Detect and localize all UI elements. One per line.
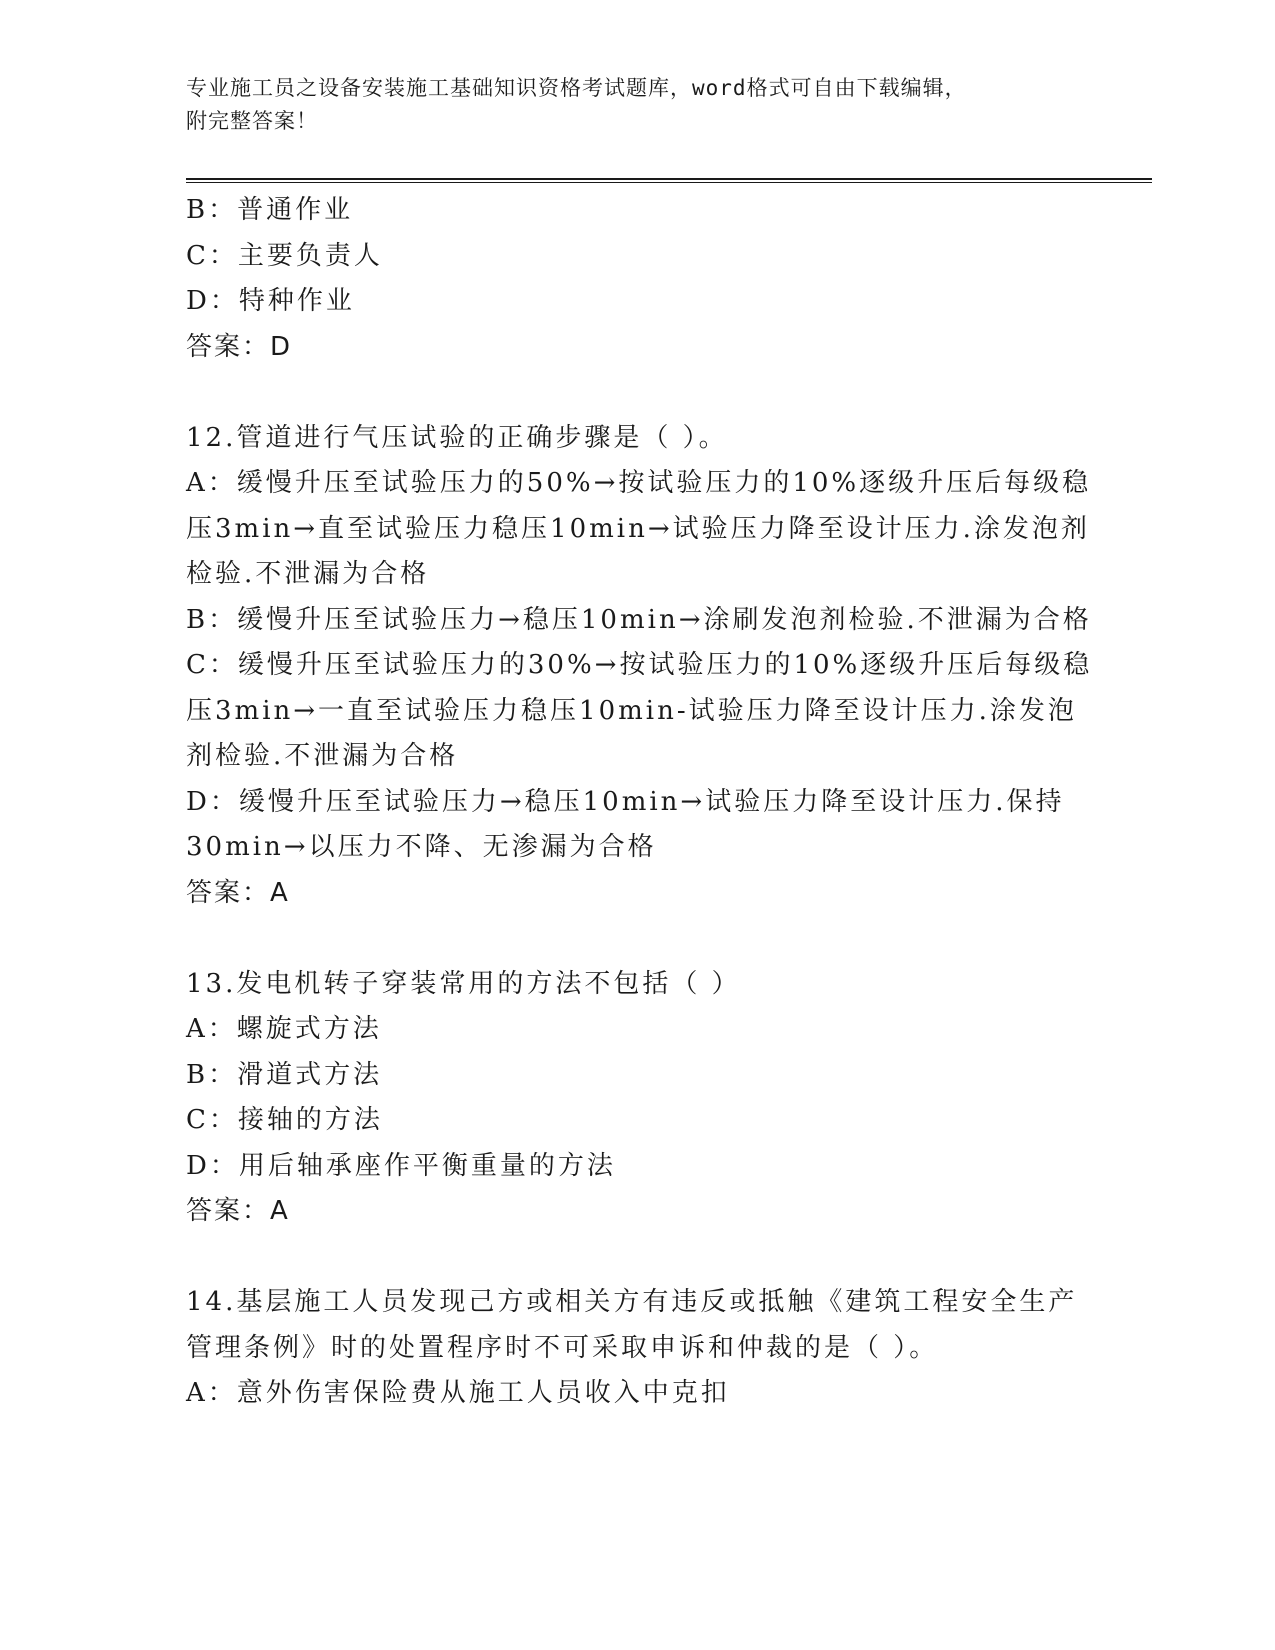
option-b: B：缓慢升压至试验压力→稳压10min→涂刷发泡剂检验.不泄漏为合格 bbox=[186, 604, 1092, 635]
answer: 答案：A bbox=[186, 877, 290, 908]
header-divider-thin bbox=[186, 182, 1152, 183]
question-stem-line: 管理条例》时的处置程序时不可采取申诉和仲裁的是（ ）。 bbox=[186, 1332, 939, 1363]
question-stem: 12.管道进行气压试验的正确步骤是（ ）。 bbox=[186, 422, 728, 453]
option-b: B：普通作业 bbox=[186, 195, 354, 225]
option-c-line: C：缓慢升压至试验压力的30%→按试验压力的10%逐级升压后每级稳 bbox=[186, 650, 1093, 680]
option-a-line: A：缓慢升压至试验压力的50%→按试验压力的10%逐级升压后每级稳 bbox=[186, 468, 1092, 498]
option-d bbox=[186, 780, 1086, 871]
option-c bbox=[186, 643, 1093, 780]
question-12 bbox=[186, 416, 1093, 917]
option-d: D：特种作业 bbox=[186, 286, 355, 316]
option-a: A：意外伤害保险费从施工人员收入中克扣 bbox=[186, 1378, 730, 1408]
option-c: C：主要负责人 bbox=[186, 240, 383, 271]
option-d-line: D：缓慢升压至试验压力→稳压10min→试验压力降至设计压力.保持 bbox=[186, 786, 1065, 817]
option-c-line: 剂检验.不泄漏为合格 bbox=[186, 741, 459, 771]
question-13 bbox=[186, 962, 1086, 1235]
option-d-line: 30min→以压力不降、无渗漏为合格 bbox=[186, 832, 657, 862]
option-b: B：滑道式方法 bbox=[186, 1059, 383, 1090]
spacer bbox=[186, 1235, 1086, 1281]
question-stem-line: 14.基层施工人员发现己方或相关方有违反或抵触《建筑工程安全生产 bbox=[186, 1287, 1078, 1317]
option-a bbox=[186, 461, 1092, 598]
question-stem: 13.发电机转子穿装常用的方法不包括（ ） bbox=[186, 968, 741, 999]
header-line-2: 附完整答案！ bbox=[186, 109, 318, 133]
option-a-line: 压3min→直至试验压力稳压10min→试验压力降至设计压力.涂发泡剂 bbox=[186, 513, 1090, 544]
spacer bbox=[186, 370, 1086, 416]
answer: 答案：A bbox=[186, 1196, 290, 1226]
option-c: C：接轴的方法 bbox=[186, 1105, 383, 1135]
question-14 bbox=[186, 1280, 1086, 1417]
question-11 bbox=[186, 188, 1086, 370]
question-list bbox=[186, 188, 1093, 1417]
option-d: D：用后轴承座作平衡重量的方法 bbox=[186, 1150, 616, 1181]
answer: 答案：D bbox=[186, 331, 293, 362]
spacer bbox=[186, 916, 1086, 962]
option-c-line: 压3min→一直至试验压力稳压10min-试验压力降至设计压力.涂发泡 bbox=[186, 695, 1077, 726]
option-a-line: 检验.不泄漏为合格 bbox=[186, 559, 430, 589]
document-header bbox=[186, 72, 1086, 138]
header-line-1: 专业施工员之设备安装施工基础知识资格考试题库，word格式可自由下载编辑， bbox=[186, 76, 967, 100]
header-divider-thick bbox=[186, 178, 1152, 180]
option-a: A：螺旋式方法 bbox=[186, 1014, 382, 1044]
